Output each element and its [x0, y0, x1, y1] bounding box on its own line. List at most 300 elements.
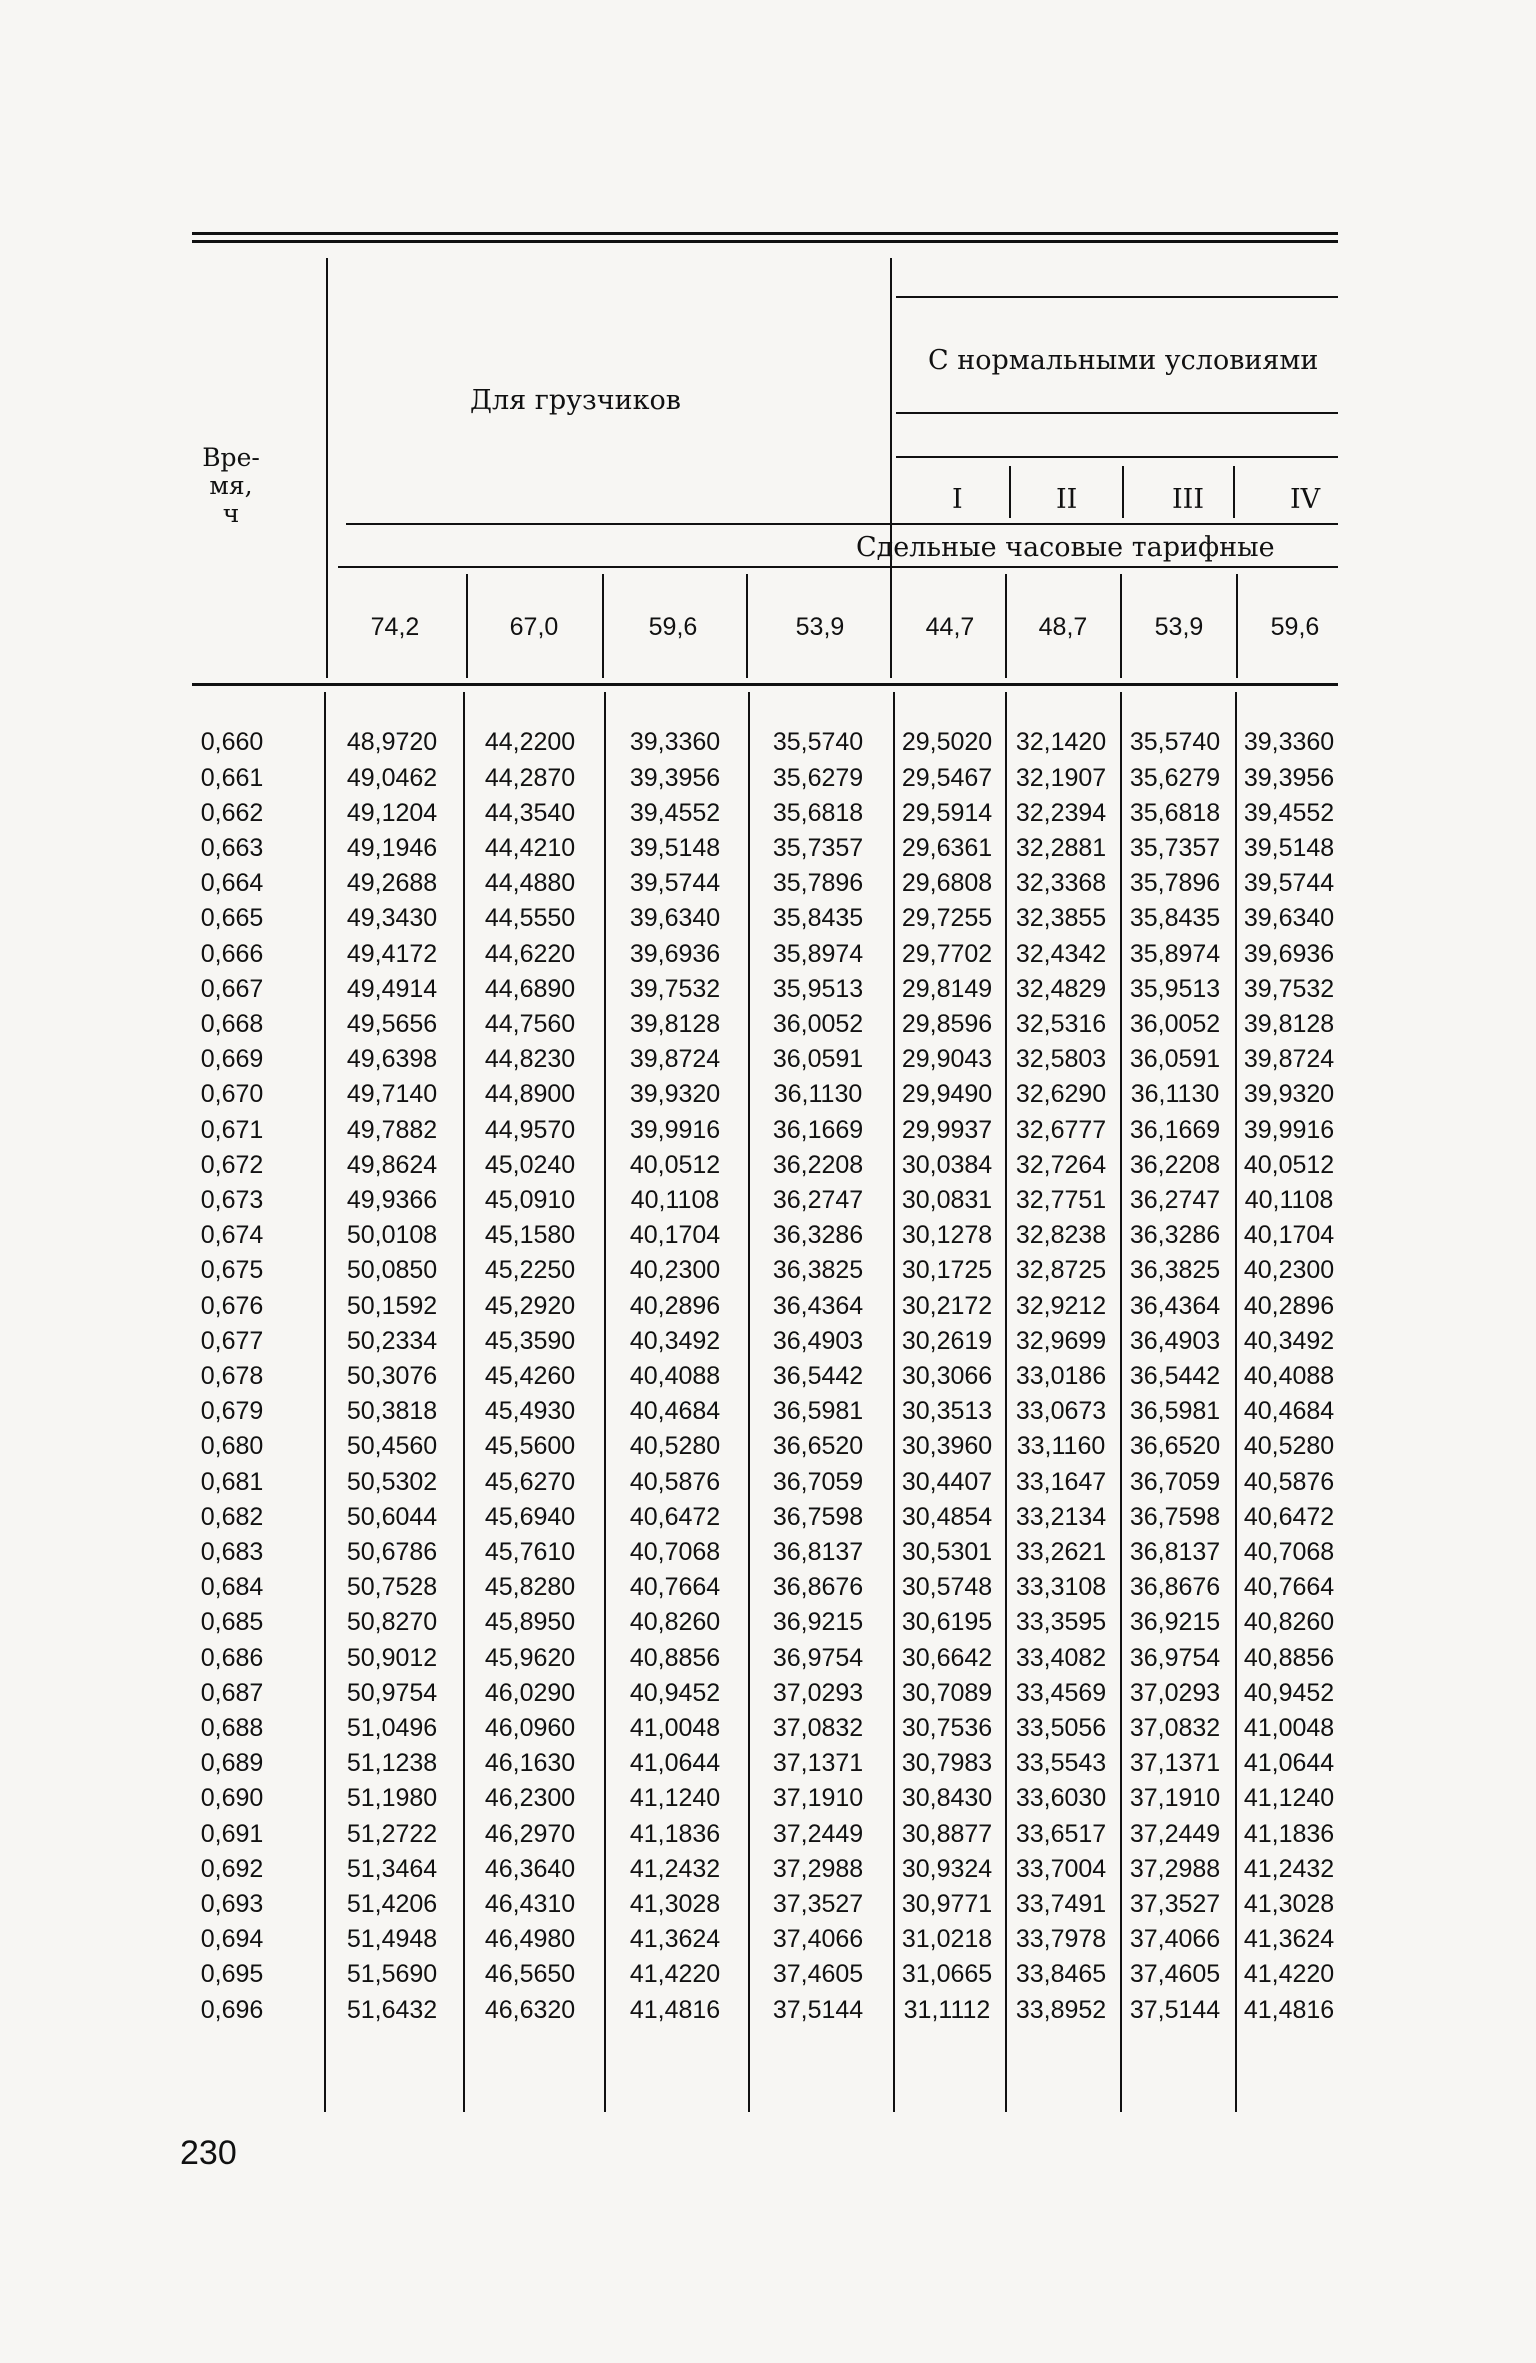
value-cell: 45,2250	[484, 1256, 576, 1285]
value-cell: 40,2300	[629, 1256, 721, 1285]
table-row	[0, 972, 1536, 1007]
value-cell: 40,1108	[630, 1186, 720, 1214]
value-cell: 32,1420	[1015, 728, 1107, 757]
value-cell: 29,7255	[901, 904, 993, 933]
value-cell: 33,2621	[1015, 1538, 1107, 1566]
time-cell: 0,663	[200, 834, 264, 862]
value-cell: 30,7983	[901, 1749, 993, 1778]
value-cell: 30,2172	[901, 1291, 993, 1320]
rate-7: 53,9	[1154, 613, 1204, 641]
value-cell: 40,7664	[1243, 1573, 1335, 1602]
value-cell: 33,8952	[1015, 1995, 1107, 2024]
value-cell: 37,2449	[772, 1819, 864, 1848]
value-cell: 50,3818	[346, 1397, 438, 1426]
value-cell: 40,2896	[1243, 1291, 1335, 1320]
value-cell: 36,6520	[1129, 1432, 1221, 1461]
value-cell: 30,4854	[901, 1502, 993, 1531]
value-cell: 37,3527	[772, 1890, 864, 1918]
value-cell: 49,5656	[346, 1010, 438, 1038]
value-cell: 40,2300	[1243, 1256, 1335, 1285]
table-row	[0, 1500, 1536, 1535]
value-cell: 39,7532	[1243, 974, 1335, 1003]
value-cell: 33,0673	[1015, 1397, 1107, 1426]
value-cell: 41,3028	[1243, 1890, 1335, 1918]
value-cell: 46,4980	[484, 1925, 576, 1954]
value-cell: 29,8149	[901, 974, 993, 1003]
value-cell: 51,3464	[346, 1854, 438, 1883]
value-cell: 35,9513	[1129, 974, 1221, 1003]
value-cell: 41,2432	[1243, 1854, 1335, 1883]
value-cell: 44,4210	[484, 834, 576, 862]
value-cell: 37,2988	[772, 1854, 864, 1883]
value-cell: 32,4342	[1015, 939, 1107, 968]
table-row	[0, 937, 1536, 972]
value-cell: 49,9366	[346, 1186, 438, 1214]
value-cell: 39,6340	[1243, 904, 1335, 933]
value-cell: 36,2747	[1129, 1186, 1221, 1214]
table-row	[0, 1957, 1536, 1992]
value-cell: 35,5740	[772, 728, 864, 757]
time-cell: 0,667	[200, 974, 264, 1003]
time-cell: 0,678	[200, 1362, 264, 1390]
value-cell: 37,2988	[1129, 1854, 1221, 1883]
rate-1: 74,2	[370, 613, 420, 641]
value-cell: 30,8877	[901, 1819, 993, 1848]
value-cell: 46,5650	[484, 1960, 576, 1989]
value-cell: 45,6270	[484, 1467, 576, 1496]
value-cell: 36,0591	[1129, 1045, 1221, 1074]
top-rule-2	[192, 240, 1338, 243]
time-cell: 0,688	[200, 1714, 264, 1742]
time-cell: 0,679	[200, 1397, 264, 1426]
value-cell: 36,9215	[772, 1608, 864, 1637]
value-cell: 46,1630	[484, 1749, 576, 1778]
top-rule	[192, 232, 1338, 235]
value-cell: 40,4684	[629, 1397, 721, 1426]
value-cell: 36,7598	[1129, 1502, 1221, 1531]
value-cell: 41,3624	[629, 1925, 721, 1954]
value-cell: 50,8270	[346, 1608, 438, 1637]
table-row	[0, 1817, 1536, 1852]
value-cell: 33,8465	[1015, 1960, 1107, 1989]
value-cell: 33,3108	[1015, 1573, 1107, 1602]
value-cell: 29,6361	[901, 834, 993, 862]
value-cell: 29,6808	[901, 869, 993, 898]
value-cell: 39,9916	[629, 1115, 721, 1144]
value-cell: 40,3492	[629, 1326, 721, 1355]
value-cell: 50,2334	[346, 1326, 438, 1355]
value-cell: 31,0665	[901, 1960, 993, 1989]
value-cell: 37,1371	[772, 1749, 864, 1778]
grade-divider-3	[1233, 466, 1235, 518]
time-cell: 0,681	[200, 1467, 264, 1496]
value-cell: 37,1371	[1129, 1749, 1221, 1778]
value-cell: 35,7896	[1129, 869, 1221, 898]
value-cell: 35,6279	[772, 763, 864, 792]
value-cell: 40,5280	[629, 1432, 721, 1461]
time-cell: 0,668	[200, 1010, 264, 1038]
value-cell: 40,5876	[1243, 1467, 1335, 1496]
value-cell: 33,1647	[1015, 1467, 1107, 1496]
value-cell: 44,6220	[484, 939, 576, 968]
value-cell: 49,2688	[346, 869, 438, 898]
value-cell: 32,6290	[1015, 1080, 1107, 1109]
page-number: 230	[180, 2134, 237, 2172]
rate-type-label: Сдельные часовые тарифные	[856, 532, 1275, 563]
value-cell: 45,4260	[484, 1362, 576, 1390]
time-cell: 0,684	[200, 1573, 264, 1602]
value-cell: 41,3028	[629, 1890, 721, 1918]
grade-label-4: IV	[1290, 484, 1321, 515]
value-cell: 32,8725	[1015, 1256, 1107, 1285]
value-cell: 39,6936	[629, 939, 721, 968]
value-cell: 33,6030	[1015, 1784, 1107, 1813]
value-cell: 35,6279	[1129, 763, 1221, 792]
value-cell: 45,8950	[484, 1608, 576, 1637]
value-cell: 36,9754	[772, 1643, 864, 1672]
value-cell: 33,7004	[1015, 1854, 1107, 1883]
value-cell: 40,3492	[1243, 1326, 1335, 1355]
value-cell: 40,4088	[629, 1362, 721, 1390]
value-cell: 36,3286	[772, 1221, 864, 1250]
value-cell: 30,3513	[901, 1397, 993, 1426]
table-row	[0, 1746, 1536, 1781]
value-cell: 37,3527	[1129, 1890, 1221, 1918]
value-cell: 37,4066	[1129, 1925, 1221, 1954]
value-cell: 36,8676	[1129, 1573, 1221, 1602]
value-cell: 37,0832	[772, 1714, 864, 1742]
table-row	[0, 1148, 1536, 1183]
grade-label-3: III	[1172, 484, 1204, 515]
value-cell: 49,0462	[346, 763, 438, 792]
time-cell: 0,674	[200, 1221, 264, 1250]
value-cell: 33,5056	[1015, 1714, 1107, 1742]
value-cell: 30,6642	[901, 1643, 993, 1672]
table-row	[0, 1465, 1536, 1500]
value-cell: 31,0218	[901, 1925, 993, 1954]
value-cell: 36,5981	[1129, 1397, 1221, 1426]
time-cell: 0,661	[200, 763, 264, 792]
value-cell: 32,6777	[1015, 1115, 1107, 1144]
value-cell: 29,5914	[901, 798, 993, 827]
value-cell: 36,1130	[773, 1080, 863, 1109]
time-cell: 0,662	[200, 798, 264, 827]
table-row	[0, 1852, 1536, 1887]
value-cell: 39,5744	[629, 869, 721, 898]
value-cell: 45,0240	[484, 1150, 576, 1179]
value-cell: 39,6340	[629, 904, 721, 933]
time-cell: 0,672	[200, 1150, 264, 1179]
table-row	[0, 1605, 1536, 1640]
value-cell: 40,8260	[629, 1608, 721, 1637]
time-cell: 0,686	[200, 1643, 264, 1672]
value-cell: 35,8974	[772, 939, 864, 968]
value-cell: 33,5543	[1015, 1749, 1107, 1778]
value-cell: 39,3360	[629, 728, 721, 757]
value-cell: 46,3640	[484, 1854, 576, 1883]
value-cell: 40,7664	[629, 1573, 721, 1602]
table-row	[0, 1993, 1536, 2028]
value-cell: 50,9012	[346, 1643, 438, 1672]
header-bottom-rule	[192, 683, 1338, 686]
value-cell: 37,4605	[1129, 1960, 1221, 1989]
table-row	[0, 1113, 1536, 1148]
value-cell: 32,4829	[1015, 974, 1107, 1003]
value-cell: 33,6517	[1015, 1819, 1107, 1848]
value-cell: 40,2896	[629, 1291, 721, 1320]
value-cell: 30,7089	[901, 1678, 993, 1707]
value-cell: 33,7491	[1015, 1890, 1107, 1918]
value-cell: 44,8900	[484, 1080, 576, 1109]
grade-label-1: I	[952, 484, 963, 515]
value-cell: 50,3076	[346, 1362, 438, 1390]
table-row	[0, 1218, 1536, 1253]
time-cell: 0,676	[200, 1291, 264, 1320]
normal-top-rule	[896, 296, 1338, 298]
time-label: Вре- мя, ч	[202, 443, 260, 528]
value-cell: 39,9320	[629, 1080, 721, 1109]
value-cell: 51,2722	[346, 1819, 438, 1848]
value-cell: 32,7264	[1015, 1150, 1107, 1179]
value-cell: 37,0293	[1129, 1678, 1221, 1707]
value-cell: 32,3855	[1015, 904, 1107, 933]
value-cell: 40,9452	[1243, 1678, 1335, 1707]
table-row	[0, 1359, 1536, 1394]
value-cell: 41,0048	[1243, 1714, 1335, 1742]
time-cell: 0,687	[200, 1678, 264, 1707]
table-row	[0, 1394, 1536, 1429]
value-cell: 40,8856	[629, 1643, 721, 1672]
value-cell: 39,5148	[629, 834, 721, 862]
rate-4: 53,9	[795, 613, 845, 641]
table-row	[0, 1711, 1536, 1746]
value-cell: 36,7059	[772, 1467, 864, 1496]
value-cell: 40,0512	[1243, 1150, 1335, 1179]
grades-top-rule	[896, 456, 1338, 458]
value-cell: 36,3825	[772, 1256, 864, 1285]
value-cell: 46,0290	[484, 1678, 576, 1707]
table-row	[0, 761, 1536, 796]
value-cell: 33,2134	[1015, 1502, 1107, 1531]
value-cell: 37,4066	[772, 1925, 864, 1954]
value-cell: 51,6432	[346, 1995, 438, 2024]
value-cell: 39,8128	[1243, 1010, 1335, 1038]
value-cell: 41,0048	[629, 1714, 721, 1742]
table-row	[0, 796, 1536, 831]
value-cell: 51,1238	[346, 1749, 438, 1778]
value-cell: 37,5144	[1129, 1995, 1221, 2024]
value-cell: 32,9212	[1015, 1291, 1107, 1320]
value-cell: 36,0052	[1129, 1010, 1221, 1038]
value-cell: 35,7896	[772, 869, 864, 898]
value-cell: 36,9754	[1129, 1643, 1221, 1672]
value-cell: 51,4206	[346, 1890, 438, 1918]
value-cell: 50,7528	[346, 1573, 438, 1602]
value-cell: 40,4684	[1243, 1397, 1335, 1426]
value-cell: 49,7140	[346, 1080, 438, 1109]
value-cell: 50,9754	[346, 1678, 438, 1707]
value-cell: 46,2970	[484, 1819, 576, 1848]
time-cell: 0,691	[200, 1819, 264, 1848]
value-cell: 33,3595	[1015, 1608, 1107, 1637]
value-cell: 37,1910	[1129, 1784, 1221, 1813]
value-cell: 36,0052	[772, 1010, 864, 1038]
normal-conditions-label: С нормальными условиями	[928, 345, 1319, 376]
time-cell: 0,692	[200, 1854, 264, 1883]
value-cell: 40,6472	[629, 1502, 721, 1531]
rate-5: 44,7	[925, 613, 975, 641]
value-cell: 29,7702	[901, 939, 993, 968]
value-cell: 36,7059	[1129, 1467, 1221, 1496]
value-cell: 30,6195	[901, 1608, 993, 1637]
value-cell: 39,5148	[1243, 834, 1335, 862]
value-cell: 50,1592	[346, 1291, 438, 1320]
value-cell: 32,5316	[1015, 1010, 1107, 1038]
value-cell: 35,7357	[772, 834, 864, 862]
value-cell: 32,7751	[1015, 1186, 1107, 1214]
value-cell: 36,8137	[772, 1538, 864, 1566]
value-cell: 39,4552	[629, 798, 721, 827]
value-cell: 41,4816	[1243, 1995, 1335, 2024]
value-cell: 36,4903	[1129, 1326, 1221, 1355]
value-cell: 41,0644	[1243, 1749, 1335, 1778]
value-cell: 29,5467	[901, 763, 993, 792]
table-row	[0, 1429, 1536, 1464]
time-cell: 0,695	[200, 1960, 264, 1989]
value-cell: 32,1907	[1015, 763, 1107, 792]
rate-divider-3	[746, 574, 748, 678]
value-cell: 39,9320	[1243, 1080, 1335, 1109]
value-cell: 30,7536	[901, 1714, 993, 1742]
value-cell: 29,9490	[901, 1080, 993, 1109]
value-cell: 35,7357	[1129, 834, 1221, 862]
loaders-label: Для грузчиков	[470, 385, 681, 416]
table-row	[0, 725, 1536, 760]
rate-8: 59,6	[1270, 613, 1320, 641]
value-cell: 36,6520	[772, 1432, 864, 1461]
value-cell: 45,5600	[484, 1432, 576, 1461]
value-cell: 36,4364	[772, 1291, 864, 1320]
value-cell: 49,4914	[346, 974, 438, 1003]
rate-2: 67,0	[509, 613, 559, 641]
value-cell: 49,6398	[346, 1045, 438, 1074]
value-cell: 44,2870	[484, 763, 576, 792]
value-cell: 46,6320	[484, 1995, 576, 2024]
value-cell: 37,2449	[1129, 1819, 1221, 1848]
table-row	[0, 1535, 1536, 1570]
value-cell: 40,1108	[1244, 1186, 1334, 1214]
value-cell: 39,8724	[1243, 1045, 1335, 1074]
value-cell: 32,2881	[1015, 834, 1107, 862]
table-row	[0, 1781, 1536, 1816]
value-cell: 40,7068	[1243, 1538, 1335, 1566]
value-cell: 45,7610	[484, 1538, 576, 1566]
value-cell: 49,4172	[346, 939, 438, 968]
value-cell: 44,3540	[484, 798, 576, 827]
value-cell: 40,6472	[1243, 1502, 1335, 1531]
value-cell: 36,3286	[1129, 1221, 1221, 1250]
grade-label-2: II	[1056, 484, 1078, 515]
value-cell: 45,3590	[484, 1326, 576, 1355]
table-row	[0, 1007, 1536, 1042]
value-cell: 29,9043	[901, 1045, 993, 1074]
value-cell: 50,6044	[346, 1502, 438, 1531]
value-cell: 39,3360	[1243, 728, 1335, 757]
value-cell: 32,8238	[1015, 1221, 1107, 1250]
value-cell: 44,7560	[484, 1010, 576, 1038]
value-cell: 36,1130	[1130, 1080, 1220, 1109]
value-cell: 36,2208	[1129, 1150, 1221, 1179]
value-cell: 39,9916	[1243, 1115, 1335, 1144]
value-cell: 49,1204	[346, 798, 438, 827]
table-row	[0, 901, 1536, 936]
time-cell: 0,683	[200, 1538, 264, 1566]
value-cell: 40,4088	[1243, 1362, 1335, 1390]
value-cell: 30,9324	[901, 1854, 993, 1883]
value-cell: 49,1946	[346, 834, 438, 862]
value-cell: 35,6818	[1129, 798, 1221, 827]
table-row	[0, 1922, 1536, 1957]
value-cell: 46,0960	[484, 1714, 576, 1742]
table-row	[0, 1289, 1536, 1324]
value-cell: 40,8856	[1243, 1643, 1335, 1672]
value-cell: 45,0910	[484, 1186, 576, 1214]
value-cell: 45,8280	[484, 1573, 576, 1602]
value-cell: 36,5981	[772, 1397, 864, 1426]
value-cell: 36,2747	[772, 1186, 864, 1214]
rate-6: 48,7	[1038, 613, 1088, 641]
value-cell: 45,2920	[484, 1291, 576, 1320]
value-cell: 51,1980	[346, 1784, 438, 1813]
time-cell: 0,669	[200, 1045, 264, 1074]
value-cell: 30,1278	[901, 1221, 993, 1250]
value-cell: 50,5302	[346, 1467, 438, 1496]
value-cell: 49,7882	[346, 1115, 438, 1144]
value-cell: 41,3624	[1243, 1925, 1335, 1954]
value-cell: 40,5876	[629, 1467, 721, 1496]
value-cell: 30,3066	[901, 1362, 993, 1390]
value-cell: 36,0591	[772, 1045, 864, 1074]
value-cell: 32,2394	[1015, 798, 1107, 827]
table-row	[0, 1887, 1536, 1922]
time-cell: 0,694	[200, 1925, 264, 1954]
value-cell: 44,4880	[484, 869, 576, 898]
value-cell: 46,4310	[484, 1890, 576, 1918]
rate-type-bottom-rule	[338, 566, 1338, 568]
value-cell: 36,8676	[772, 1573, 864, 1602]
value-cell: 37,4605	[772, 1960, 864, 1989]
table-row	[0, 1676, 1536, 1711]
value-cell: 29,8596	[901, 1010, 993, 1038]
value-cell: 41,1836	[1243, 1819, 1335, 1848]
value-cell: 30,2619	[901, 1326, 993, 1355]
value-cell: 36,5442	[772, 1362, 864, 1390]
value-cell: 45,4930	[484, 1397, 576, 1426]
value-cell: 31,1112	[903, 1995, 991, 2024]
value-cell: 30,3960	[901, 1432, 993, 1461]
time-cell: 0,677	[200, 1326, 264, 1355]
time-cell: 0,689	[200, 1749, 264, 1778]
value-cell: 33,4569	[1015, 1678, 1107, 1707]
value-cell: 37,1910	[772, 1784, 864, 1813]
time-cell: 0,673	[200, 1186, 264, 1214]
value-cell: 35,9513	[772, 974, 864, 1003]
value-cell: 33,4082	[1015, 1643, 1107, 1672]
value-cell: 32,9699	[1015, 1326, 1107, 1355]
time-cell: 0,682	[200, 1502, 264, 1531]
value-cell: 33,0186	[1015, 1362, 1107, 1390]
value-cell: 39,8128	[629, 1010, 721, 1038]
